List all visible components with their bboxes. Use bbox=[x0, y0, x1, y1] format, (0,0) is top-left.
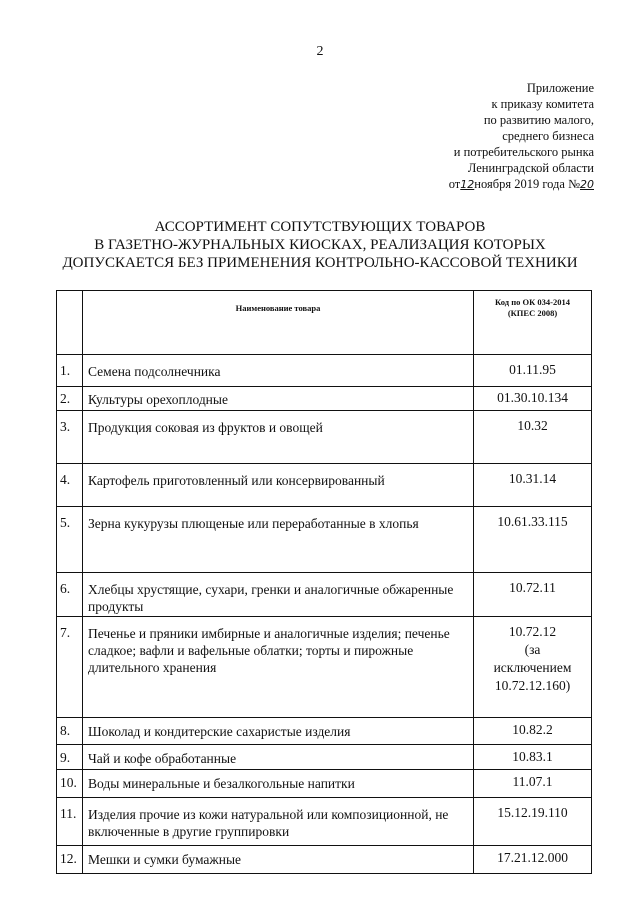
row-code: 10.83.1 bbox=[474, 745, 592, 770]
table-row bbox=[57, 617, 592, 718]
row-name: Изделия прочие из кожи натуральной или композиционной, не включенные в другие группировки bbox=[83, 798, 474, 846]
table-row bbox=[57, 411, 592, 464]
title-line-1: АССОРТИМЕНТ СОПУТСТВУЮЩИХ ТОВАРОВ bbox=[154, 219, 486, 235]
goods-table bbox=[56, 290, 592, 874]
table-row bbox=[57, 507, 592, 573]
row-code: 10.82.2 bbox=[474, 718, 592, 745]
row-name: Продукция соковая из фруктов и овощей bbox=[83, 411, 474, 464]
row-code: 10.31.14 bbox=[474, 464, 592, 507]
row-name: Шоколад и кондитерские сахаристые изделия bbox=[83, 718, 474, 745]
row-code: 10.61.33.115 bbox=[474, 507, 592, 573]
row-number: 7. bbox=[57, 617, 83, 718]
row-number: 3. bbox=[57, 411, 83, 464]
date-prefix: от bbox=[448, 177, 461, 191]
row-number: 1. bbox=[57, 355, 83, 387]
appendix-line: по развитию малого, bbox=[483, 113, 594, 127]
appendix-line: к приказу комитета bbox=[491, 97, 594, 111]
table-row bbox=[57, 798, 592, 846]
header-name-cell: Наименование товара bbox=[83, 291, 474, 355]
row-name: Культуры орехоплодные bbox=[83, 387, 474, 411]
row-name: Печенье и пряники имбирные и аналогичные изделия; печенье сладкое; вафли и вафельные облатки; торты и пирожные длительного хранения bbox=[83, 617, 474, 718]
appendix-line: Ленинградской области bbox=[467, 161, 594, 175]
appendix-line: и потребительского рынка bbox=[453, 145, 594, 159]
row-code: 15.12.19.110 bbox=[474, 798, 592, 846]
document-title bbox=[0, 218, 640, 272]
header-code-line2: (КПЕС 2008) bbox=[507, 308, 558, 318]
row-code: 11.07.1 bbox=[474, 770, 592, 798]
row-name: Семена подсолнечника bbox=[83, 355, 474, 387]
row-name: Мешки и сумки бумажные bbox=[83, 846, 474, 874]
page-number: 2 bbox=[316, 44, 324, 59]
row-name: Зерна кукурузы плющеные или переработанные в хлопья bbox=[83, 507, 474, 573]
row-number: 2. bbox=[57, 387, 83, 411]
row-number: 10. bbox=[57, 770, 83, 798]
row-code-note-3: 10.72.12.160) bbox=[494, 678, 571, 693]
date-text: ноября 2019 года № bbox=[474, 177, 580, 191]
row-name: Воды минеральные и безалкогольные напитки bbox=[83, 770, 474, 798]
appendix-line: Приложение bbox=[526, 81, 594, 95]
row-name: Чай и кофе обработанные bbox=[83, 745, 474, 770]
order-number-handwritten: 20 bbox=[580, 178, 594, 191]
table-header-row bbox=[57, 291, 592, 355]
row-number: 5. bbox=[57, 507, 83, 573]
row-number: 4. bbox=[57, 464, 83, 507]
row-code: 10.72.11 bbox=[474, 573, 592, 617]
table-row bbox=[57, 718, 592, 745]
table-row bbox=[57, 387, 592, 411]
table-row bbox=[57, 464, 592, 507]
header-num-cell bbox=[57, 291, 83, 355]
appendix-block bbox=[334, 80, 594, 193]
row-name: Хлебцы хрустящие, сухари, гренки и аналогичные обжаренные продукты bbox=[83, 573, 474, 617]
row-code: 10.72.12 bbox=[508, 624, 557, 639]
header-code-cell bbox=[474, 291, 592, 355]
row-number: 9. bbox=[57, 745, 83, 770]
row-name: Картофель приготовленный или консервированный bbox=[83, 464, 474, 507]
title-line-3: ДОПУСКАЕТСЯ БЕЗ ПРИМЕНЕНИЯ КОНТРОЛЬНО-КАССОВОЙ ТЕХНИКИ bbox=[62, 255, 578, 271]
row-code-note-2: исключением bbox=[493, 660, 572, 675]
appendix-line: среднего бизнеса bbox=[502, 129, 594, 143]
table-row bbox=[57, 355, 592, 387]
table-row bbox=[57, 745, 592, 770]
row-code: 10.32 bbox=[474, 411, 592, 464]
row-code-cell bbox=[474, 617, 592, 718]
table-row bbox=[57, 770, 592, 798]
header-code-line1: Код по ОК 034-2014 bbox=[495, 297, 570, 307]
appendix-date-line bbox=[334, 176, 594, 193]
row-number: 6. bbox=[57, 573, 83, 617]
row-code: 17.21.12.000 bbox=[474, 846, 592, 874]
table-row bbox=[57, 573, 592, 617]
row-code-note-1: (за bbox=[524, 642, 541, 657]
date-day-handwritten: 12 bbox=[460, 178, 475, 191]
row-number: 8. bbox=[57, 718, 83, 745]
row-number: 11. bbox=[57, 798, 83, 846]
title-line-2: В ГАЗЕТНО-ЖУРНАЛЬНЫХ КИОСКАХ, РЕАЛИЗАЦИЯ КОТОРЫХ bbox=[94, 237, 546, 253]
row-code: 01.11.95 bbox=[474, 355, 592, 387]
table-row bbox=[57, 846, 592, 874]
row-number: 12. bbox=[57, 846, 83, 874]
row-code: 01.30.10.134 bbox=[474, 387, 592, 411]
